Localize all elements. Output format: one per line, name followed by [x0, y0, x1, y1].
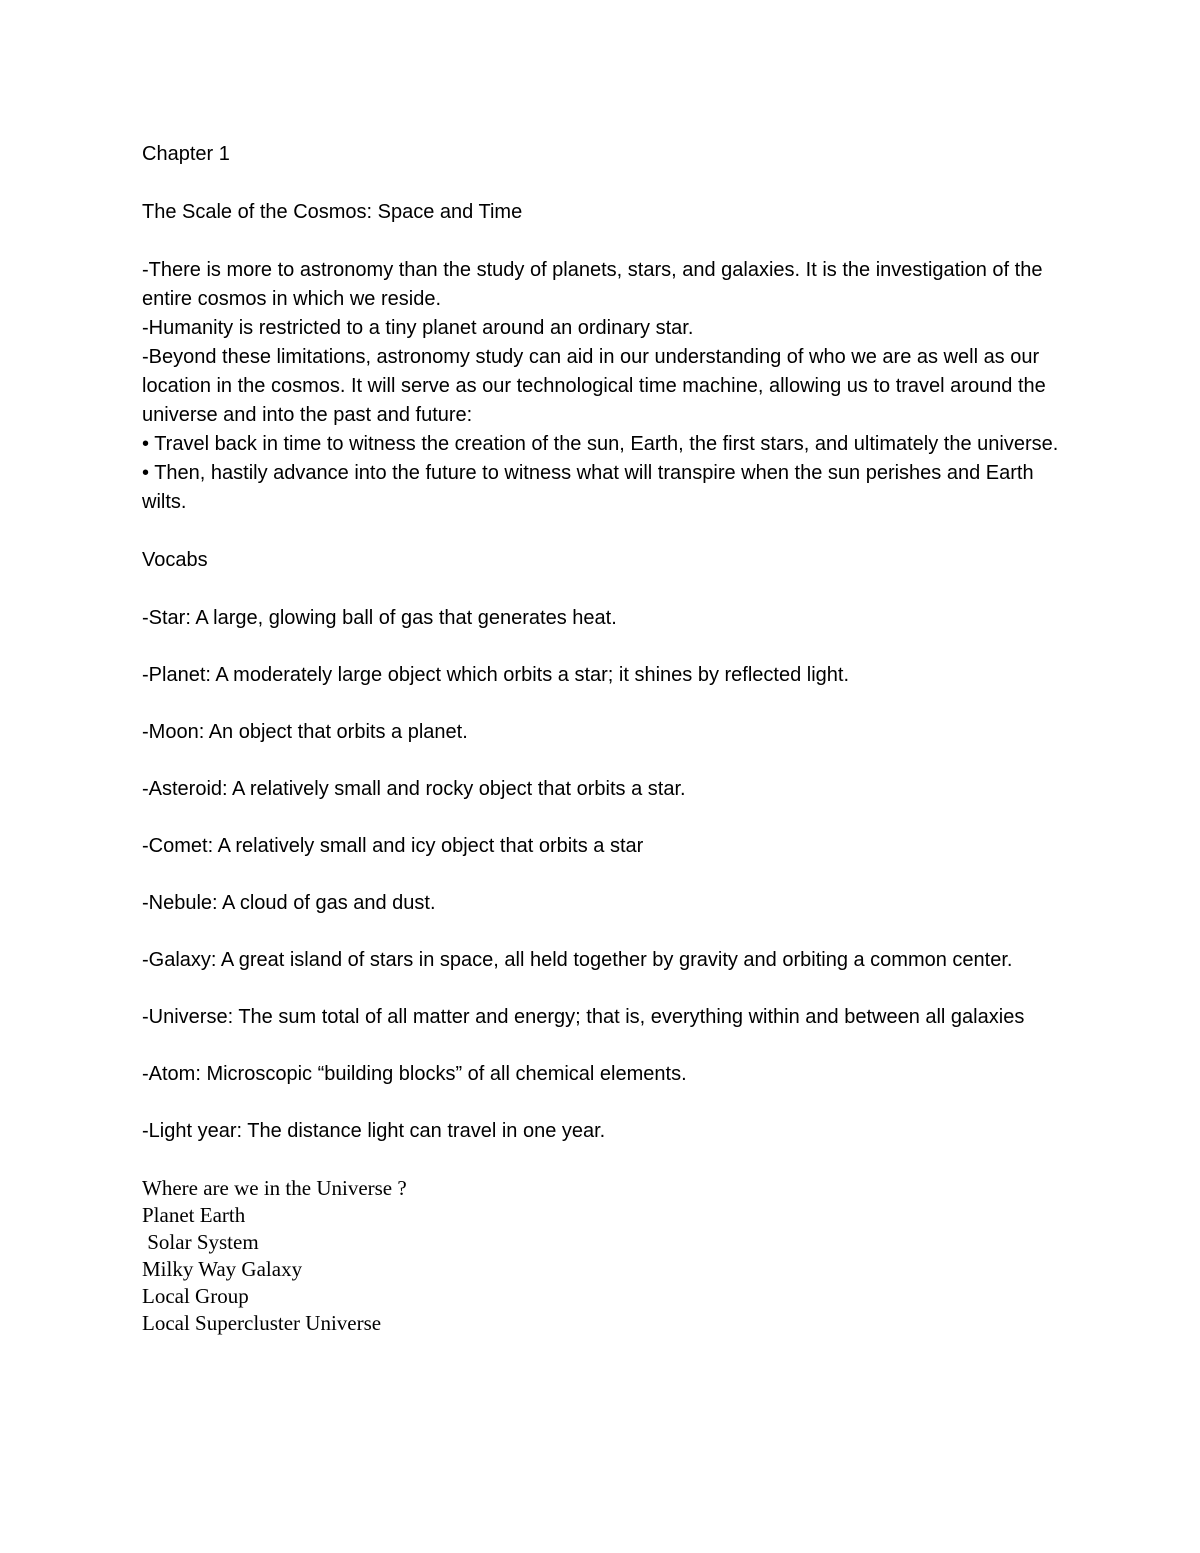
where-question: Where are we in the Universe ?: [142, 1176, 407, 1200]
chapter-title: Chapter 1: [142, 143, 230, 165]
vocab-item-atom: -Atom: Microscopic “building blocks” of all chemical elements.: [142, 1063, 687, 1085]
vocab-heading: Vocabs: [142, 549, 208, 571]
vocab-item-universe: -Universe: The sum total of all matter and energy; that is, everything within and between all galaxies: [142, 1006, 1025, 1028]
vocab-item-planet: -Planet: A moderately large object which orbits a star; it shines by reflected light.: [142, 664, 850, 686]
where-item: Milky Way Galaxy: [142, 1257, 303, 1281]
vocab-item-galaxy: -Galaxy: A great island of stars in space, all held together by gravity and orbiting a common center.: [142, 949, 1013, 971]
intro-paragraph: -Humanity is restricted to a tiny planet around an ordinary star.: [142, 317, 694, 339]
vocab-item-asteroid: -Asteroid: A relatively small and rocky object that orbits a star.: [142, 778, 686, 800]
vocab-item-comet: -Comet: A relatively small and icy object that orbits a star: [142, 835, 644, 857]
vocab-item-nebule: -Nebule: A cloud of gas and dust.: [142, 892, 436, 914]
where-item: Planet Earth: [142, 1203, 246, 1227]
where-item: Solar System: [142, 1230, 259, 1254]
vocab-item-light-year: -Light year: The distance light can travel in one year.: [142, 1120, 606, 1142]
section-title: The Scale of the Cosmos: Space and Time: [142, 201, 523, 223]
intro-block: [142, 256, 1062, 517]
vocab-item-moon: -Moon: An object that orbits a planet.: [142, 721, 468, 743]
where-item: Local Supercluster Universe: [142, 1311, 382, 1335]
where-in-universe-block: [142, 1175, 1062, 1337]
intro-paragraph: -There is more to astronomy than the study of planets, stars, and galaxies. It is the investigation of the entire cosmos in which we reside.: [142, 259, 1049, 310]
intro-paragraph: • Travel back in time to witness the creation of the sun, Earth, the first stars, and ultimately the universe. • Then, hastily advance into the future to witness what will transpire when the sun perishes and Earth wilts.: [142, 433, 1064, 513]
intro-paragraph: -Beyond these limitations, astronomy study can aid in our understanding of who we are as well as our location in the cosmos. It will serve as our technological time machine, allowing us to travel around the universe and into the past and future:: [142, 346, 1052, 426]
document-content: [142, 140, 1062, 1337]
where-item: Local Group: [142, 1284, 249, 1308]
vocab-item-star: -Star: A large, glowing ball of gas that generates heat.: [142, 607, 617, 629]
vocab-list: [142, 604, 1062, 1146]
